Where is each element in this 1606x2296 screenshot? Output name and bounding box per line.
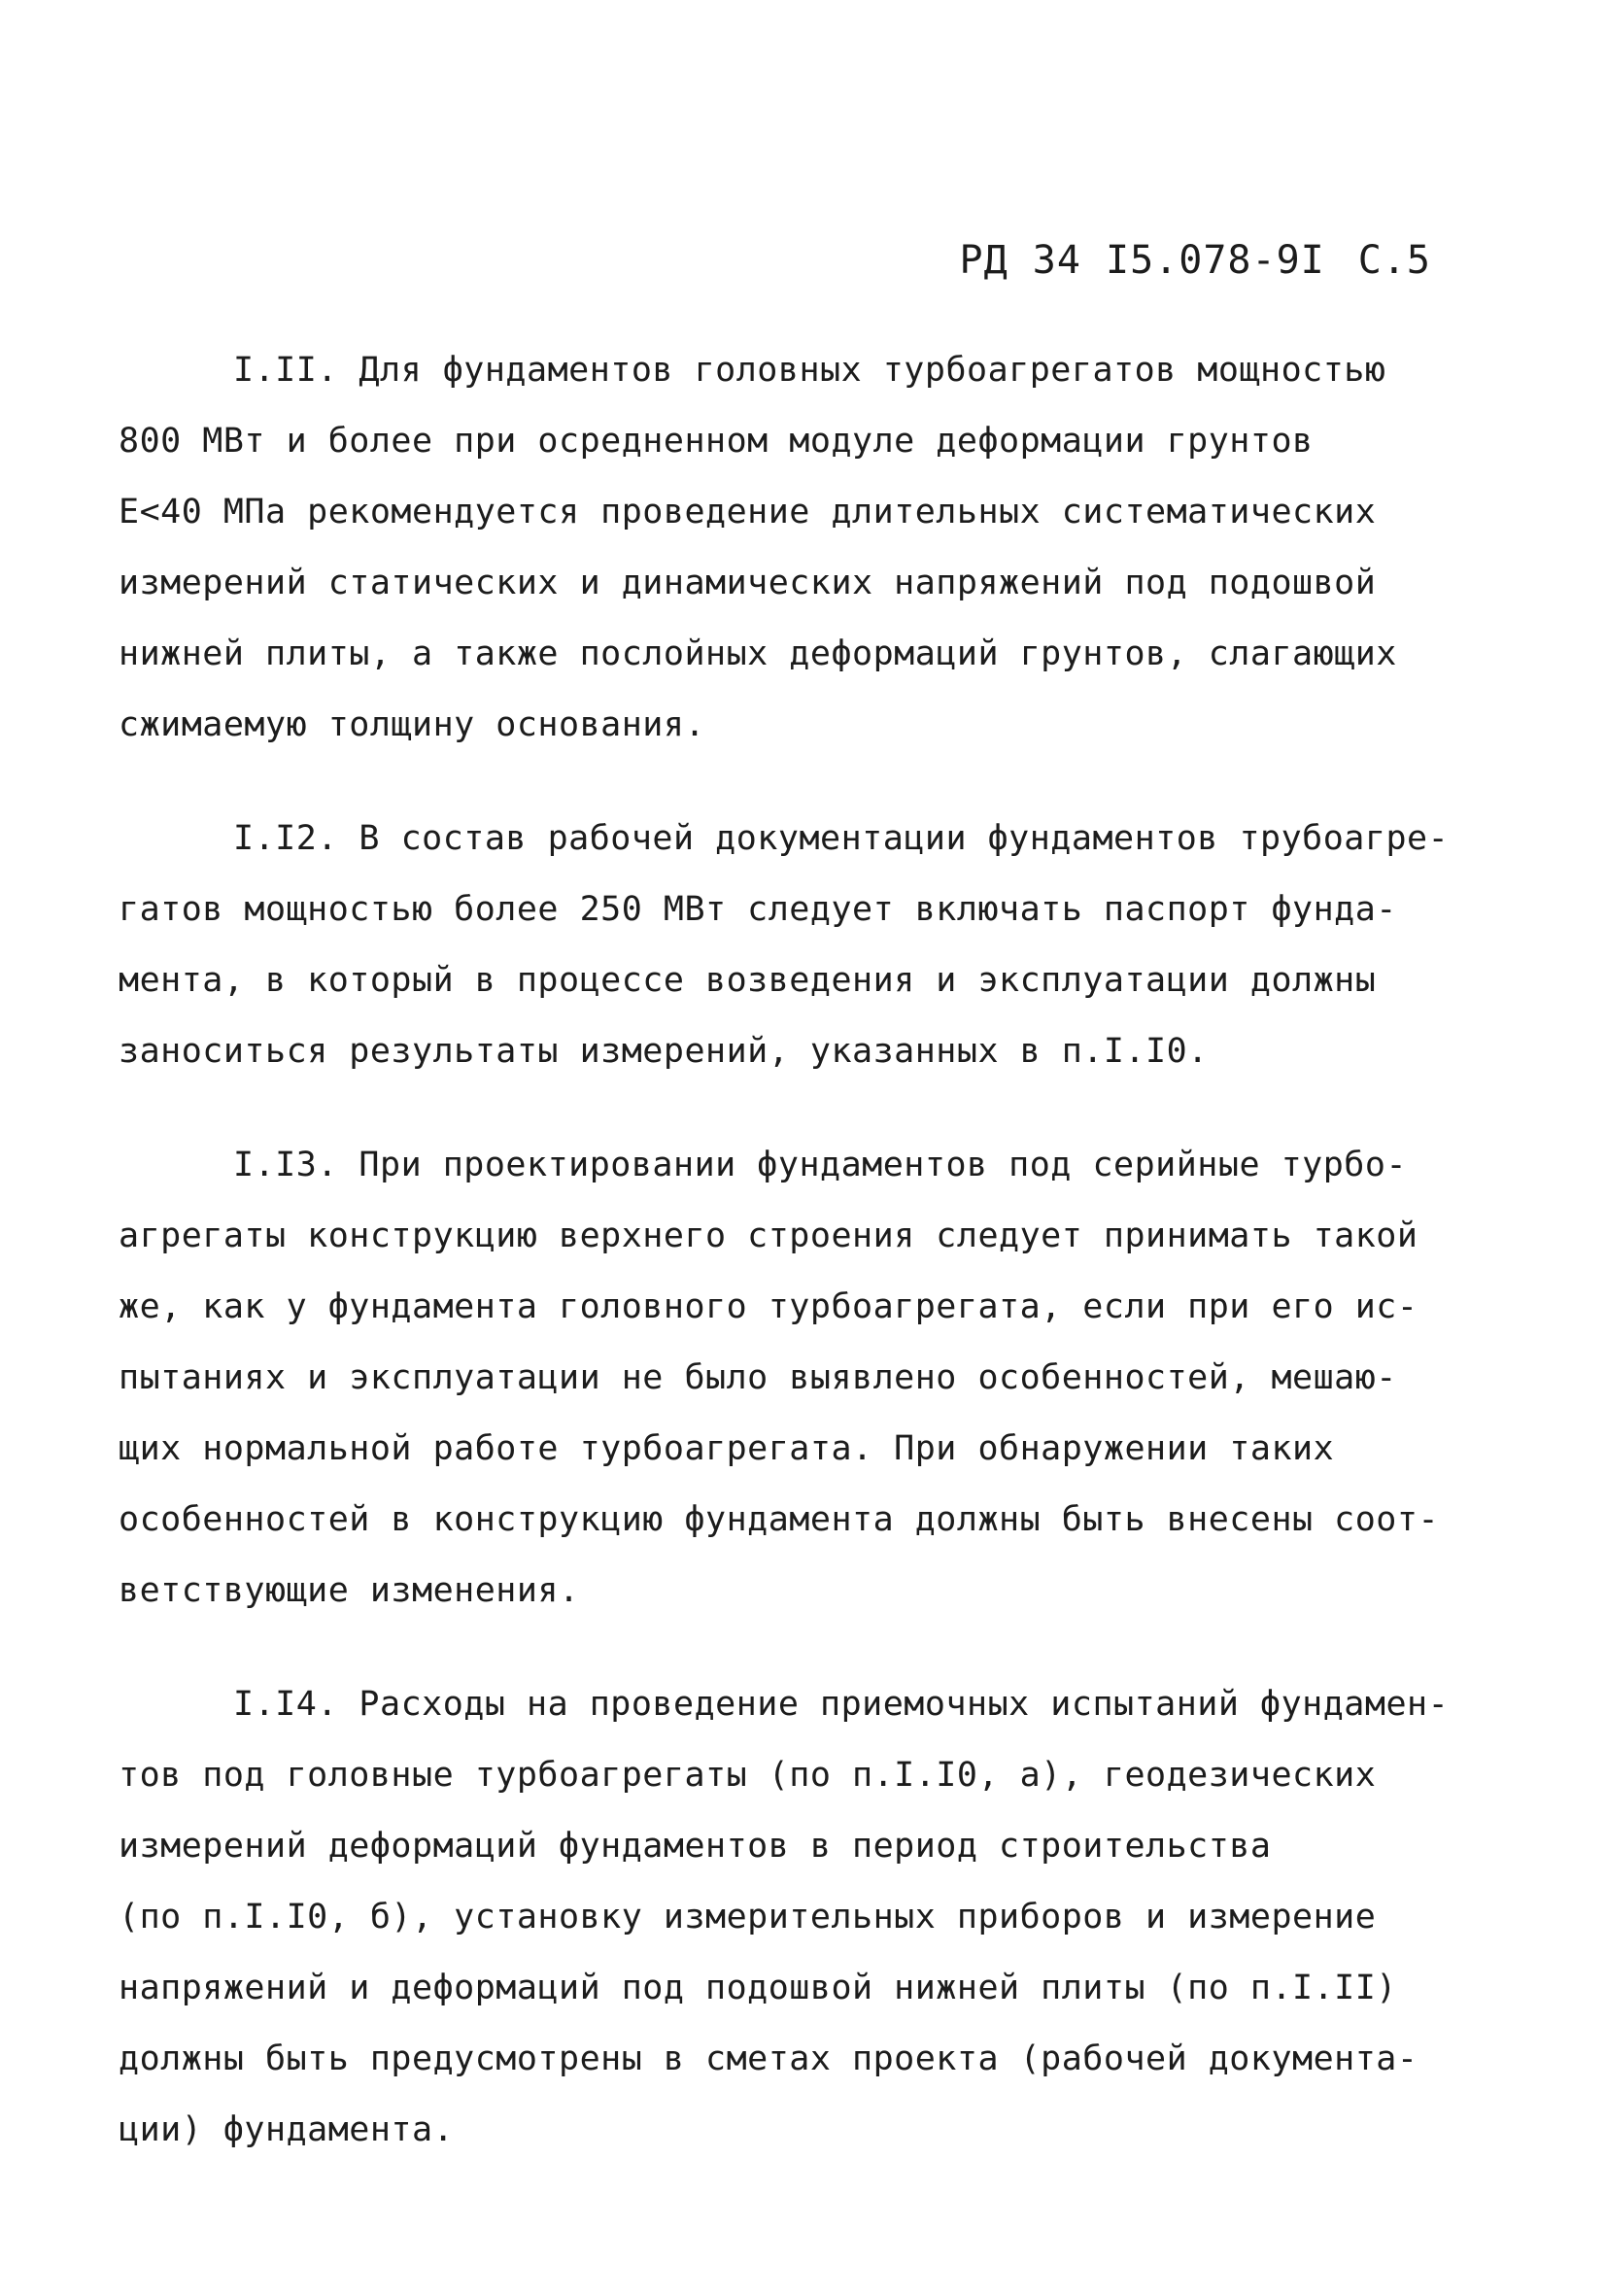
text-line: агрегаты конструкцию верхнего строения следует принимать такой bbox=[119, 1217, 1418, 1255]
paragraph-1-13 bbox=[119, 1130, 1479, 1627]
text-line: должны быть предусмотрены в сметах проекта (рабочей документа- bbox=[119, 2039, 1418, 2078]
page-header bbox=[960, 238, 1431, 283]
paragraph-1-14 bbox=[119, 1669, 1479, 2166]
paragraph-1-11 bbox=[119, 335, 1479, 761]
text-line: 800 МВт и более при осредненном модуле деформации грунтов bbox=[119, 422, 1314, 461]
text-line: гатов мощностью более 250 МВт следует включать паспорт фунда- bbox=[119, 890, 1397, 929]
page-number: С.5 bbox=[1357, 238, 1431, 283]
text-line: Е<40 МПа рекомендуется проведение длительных систематических bbox=[119, 493, 1377, 531]
text-line: измерений деформаций фундаментов в период строительства bbox=[119, 1827, 1272, 1866]
text-line: тов под головные турбоагрегаты (по п.I.I0, а), геодезических bbox=[119, 1756, 1377, 1795]
text-line: же, как у фундамента головного турбоагрегата, если при его ис- bbox=[119, 1287, 1418, 1326]
text-line: ции) фундамента. bbox=[119, 2110, 455, 2149]
text-line: напряжений и деформаций под подошвой нижней плиты (по п.I.II) bbox=[119, 1969, 1397, 2007]
text-line: сжимаемую толщину основания. bbox=[119, 705, 706, 744]
text-line: щих нормальной работе турбоагрегата. При обнаружении таких bbox=[119, 1429, 1335, 1468]
document-body bbox=[119, 335, 1479, 2209]
document-code: РД 34 I5.078-9I bbox=[959, 238, 1325, 283]
text-line: пытаниях и эксплуатации не было выявлено особенностей, мешаю- bbox=[119, 1358, 1397, 1397]
text-line: I.I2. В состав рабочей документации фундаментов трубоагре- bbox=[233, 819, 1450, 858]
paragraph-1-12 bbox=[119, 804, 1479, 1087]
text-line: особенностей в конструкцию фундамента должны быть внесены соот- bbox=[119, 1500, 1440, 1539]
text-line: измерений статических и динамических напряжений под подошвой bbox=[119, 564, 1377, 602]
text-line: мента, в который в процессе возведения и эксплуатации должны bbox=[119, 961, 1377, 1000]
text-line: (по п.I.I0, б), установку измерительных приборов и измерение bbox=[119, 1898, 1377, 1936]
text-line: I.II. Для фундаментов головных турбоагрегатов мощностью bbox=[233, 351, 1386, 390]
text-line: заноситься результаты измерений, указанных в п.I.I0. bbox=[119, 1032, 1209, 1071]
text-line: I.I4. Расходы на проведение приемочных испытаний фундамен- bbox=[233, 1685, 1450, 1724]
text-line: I.I3. При проектировании фундаментов под серийные турбо- bbox=[233, 1146, 1408, 1184]
text-line: нижней плиты, а также послойных деформаций грунтов, слагающих bbox=[119, 634, 1397, 673]
text-line: ветствующие изменения. bbox=[119, 1571, 580, 1610]
